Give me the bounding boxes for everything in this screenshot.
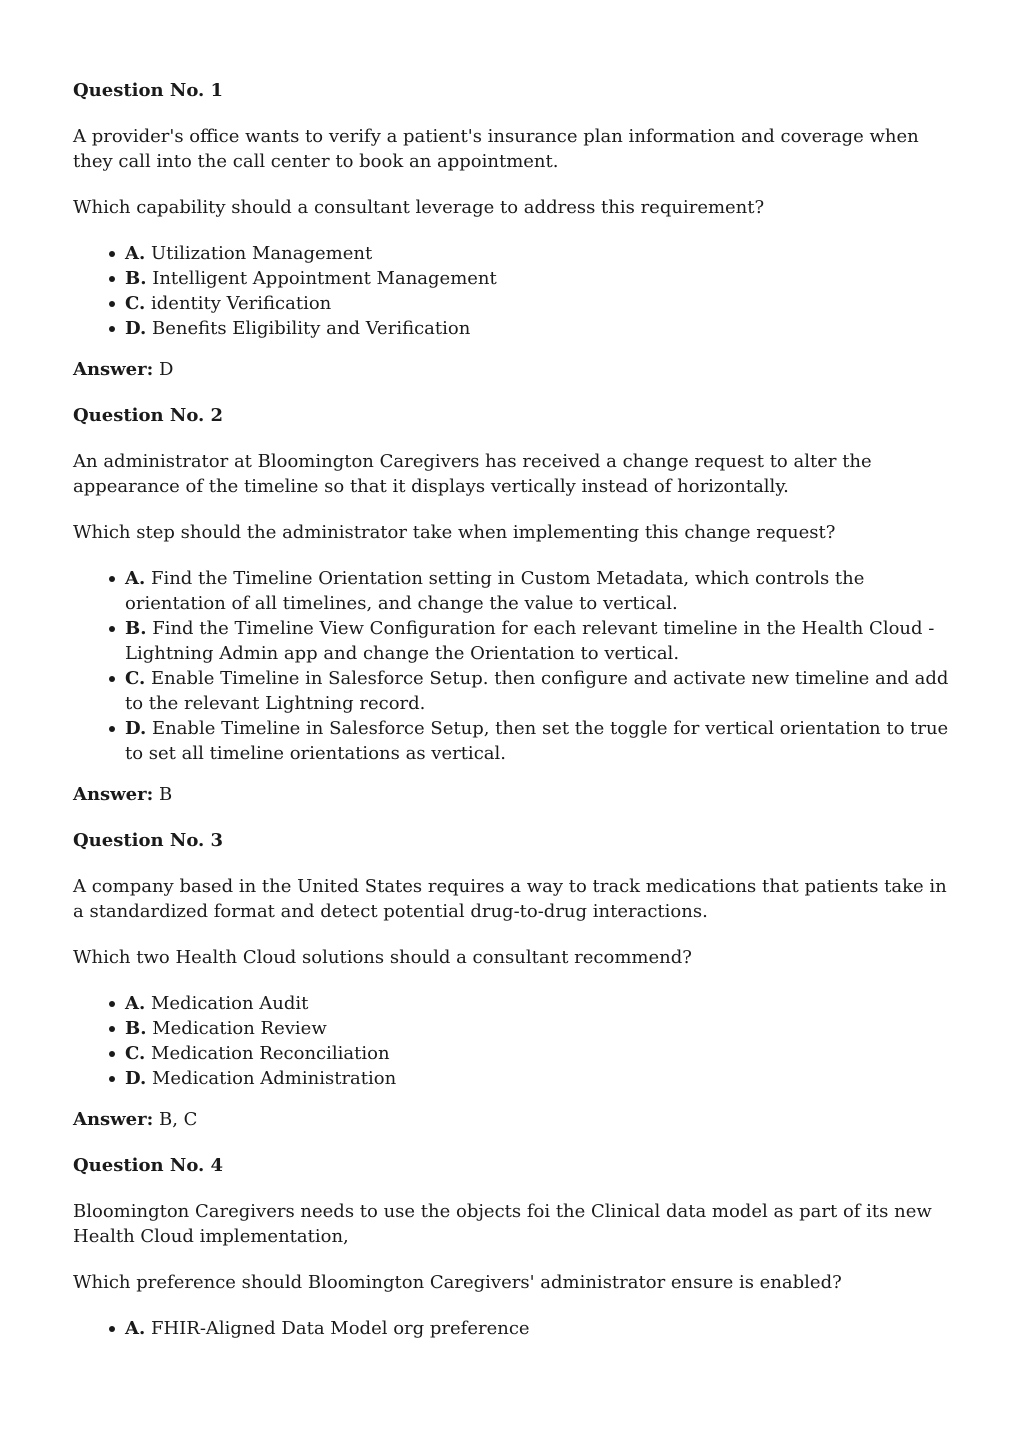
question-text: A company based in the United States requires a way to track medications that patients take in a standardized format and detect potential drug-to-drug interactions. bbox=[73, 876, 947, 922]
option-c bbox=[125, 666, 953, 716]
question-3 bbox=[73, 828, 953, 1132]
option-b bbox=[125, 266, 953, 291]
answer bbox=[73, 1107, 953, 1132]
option-text: Utilization Management bbox=[150, 243, 373, 264]
option-text: Enable Timeline in Salesforce Setup. then configure and activate new timeline and add to the relevant Lightning record. bbox=[125, 668, 949, 714]
question-text: Bloomington Caregivers needs to use the objects foi the Clinical data model as part of its new Health Cloud implementation, bbox=[73, 1201, 932, 1247]
option-a bbox=[125, 991, 953, 1016]
option-letter: A. bbox=[125, 243, 146, 264]
answer-label: Answer: bbox=[73, 1109, 154, 1130]
option-text: Medication Administration bbox=[151, 1068, 397, 1089]
answer bbox=[73, 782, 953, 807]
option-text: Medication Review bbox=[152, 1018, 327, 1039]
answer-label: Answer: bbox=[73, 359, 154, 380]
option-d bbox=[125, 716, 953, 766]
option-letter: C. bbox=[125, 668, 146, 689]
option-a bbox=[125, 566, 953, 616]
option-text: Intelligent Appointment Management bbox=[152, 268, 497, 289]
question-prompt: Which capability should a consultant leverage to address this requirement? bbox=[73, 197, 765, 218]
question-prompt: Which step should the administrator take when implementing this change request? bbox=[73, 522, 836, 543]
options-list bbox=[73, 566, 953, 766]
option-letter: A. bbox=[125, 568, 146, 589]
option-letter: B. bbox=[125, 618, 147, 639]
question-1 bbox=[73, 78, 953, 382]
option-letter: D. bbox=[125, 318, 147, 339]
option-c bbox=[125, 1041, 953, 1066]
option-text: FHIR-Aligned Data Model org preference bbox=[150, 1318, 530, 1339]
answer-label: Answer: bbox=[73, 784, 154, 805]
options-list bbox=[73, 991, 953, 1091]
question-text: An administrator at Bloomington Caregivers has received a change request to alter the appearance of the timeline so that it displays vertically instead of horizontally. bbox=[73, 451, 872, 497]
option-text: Medication Reconciliation bbox=[151, 1043, 390, 1064]
question-title: Question No. 4 bbox=[73, 1155, 224, 1176]
option-text: identity Verification bbox=[151, 293, 332, 314]
question-4 bbox=[73, 1153, 953, 1341]
question-title: Question No. 3 bbox=[73, 830, 224, 851]
option-b bbox=[125, 1016, 953, 1041]
answer-value: D bbox=[159, 359, 174, 380]
question-title: Question No. 2 bbox=[73, 405, 224, 426]
option-letter: C. bbox=[125, 1043, 146, 1064]
option-a bbox=[125, 241, 953, 266]
option-letter: B. bbox=[125, 268, 147, 289]
option-text: Find the Timeline View Configuration for each relevant timeline in the Health Cloud - Lightning Admin app and change the Orientation to vertical. bbox=[125, 618, 935, 664]
option-d bbox=[125, 1066, 953, 1091]
option-b bbox=[125, 616, 953, 666]
option-text: Benefits Eligibility and Verification bbox=[151, 318, 471, 339]
option-letter: D. bbox=[125, 1068, 147, 1089]
question-prompt: Which preference should Bloomington Caregivers' administrator ensure is enabled? bbox=[73, 1272, 842, 1293]
option-c bbox=[125, 291, 953, 316]
option-text: Enable Timeline in Salesforce Setup, then set the toggle for vertical orientation to true to set all timeline orientations as vertical. bbox=[125, 718, 949, 764]
option-letter: D. bbox=[125, 718, 147, 739]
options-list bbox=[73, 241, 953, 341]
option-text: Medication Audit bbox=[150, 993, 309, 1014]
document-page bbox=[73, 78, 953, 1357]
question-title: Question No. 1 bbox=[73, 80, 224, 101]
option-d bbox=[125, 316, 953, 341]
options-list bbox=[73, 1316, 953, 1341]
question-prompt: Which two Health Cloud solutions should a consultant recommend? bbox=[73, 947, 692, 968]
answer-value: B, C bbox=[159, 1109, 198, 1130]
option-letter: A. bbox=[125, 1318, 146, 1339]
option-letter: C. bbox=[125, 293, 146, 314]
option-letter: B. bbox=[125, 1018, 147, 1039]
answer bbox=[73, 357, 953, 382]
option-text: Find the Timeline Orientation setting in Custom Metadata, which controls the orientation of all timelines, and change the value to vertical. bbox=[125, 568, 865, 614]
option-letter: A. bbox=[125, 993, 146, 1014]
answer-value: B bbox=[159, 784, 173, 805]
option-a bbox=[125, 1316, 953, 1341]
question-2 bbox=[73, 403, 953, 807]
question-text: A provider's office wants to verify a patient's insurance plan information and coverage when they call into the call center to book an appointment. bbox=[73, 126, 919, 172]
